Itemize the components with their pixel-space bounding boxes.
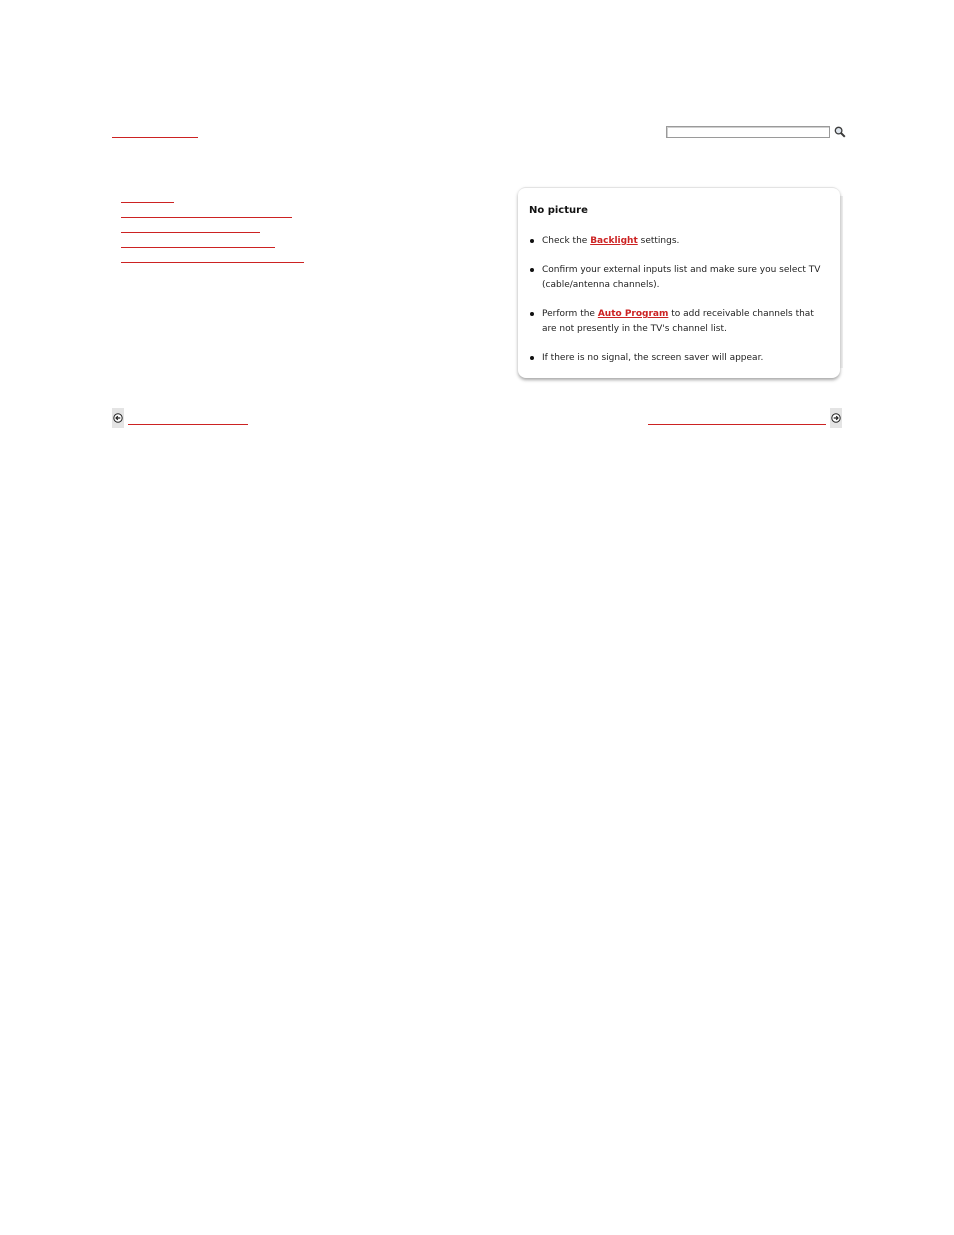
- list-item: [529, 307, 829, 337]
- sidebar-item: [121, 252, 304, 267]
- search-bar: [666, 125, 846, 139]
- list-item-text: Perform the: [542, 309, 598, 319]
- search-icon: [834, 126, 846, 138]
- list-item: [529, 263, 829, 293]
- top-home-link[interactable]: [112, 124, 198, 138]
- next-page-link[interactable]: [648, 412, 826, 425]
- next-arrow-button[interactable]: [830, 408, 842, 428]
- search-button[interactable]: [834, 126, 846, 138]
- list-item-text: Confirm your external inputs list and make sure you select TV (cable/antenna channels).: [542, 265, 821, 290]
- list-item: [529, 351, 829, 366]
- arrow-right-circle-icon: [831, 413, 841, 423]
- panel-shadow-edge: [840, 196, 843, 368]
- sidebar-link-4[interactable]: [121, 237, 275, 248]
- prev-page-nav: [112, 408, 248, 428]
- sidebar-link-5[interactable]: [121, 252, 304, 263]
- sidebar-link-2[interactable]: [121, 207, 292, 218]
- sidebar-link-1[interactable]: [121, 192, 174, 203]
- troubleshoot-list: [529, 234, 829, 366]
- next-page-nav: [648, 408, 842, 428]
- sidebar-item: [121, 237, 304, 252]
- prev-page-link[interactable]: [128, 412, 248, 425]
- list-item-text: Check the: [542, 236, 591, 246]
- list-item: [529, 234, 829, 249]
- content-panel: [518, 187, 840, 378]
- auto-program-link[interactable]: Auto Program: [597, 309, 669, 319]
- sidebar-nav: [121, 192, 304, 267]
- list-item-text: settings.: [637, 236, 680, 246]
- search-input[interactable]: [666, 126, 830, 138]
- list-item-text: If there is no signal, the screen saver will appear.: [542, 353, 764, 363]
- backlight-link[interactable]: Backlight: [590, 236, 638, 246]
- prev-arrow-button[interactable]: [112, 408, 124, 428]
- list-item-text: to add receivable channels that are not presently in the TV's channel list.: [542, 309, 814, 334]
- sidebar-item: [121, 222, 304, 237]
- sidebar-item: [121, 207, 304, 222]
- sidebar-link-3[interactable]: [121, 222, 260, 233]
- sidebar-item: [121, 192, 304, 207]
- arrow-left-circle-icon: [113, 413, 123, 423]
- panel-title: No picture: [529, 205, 588, 216]
